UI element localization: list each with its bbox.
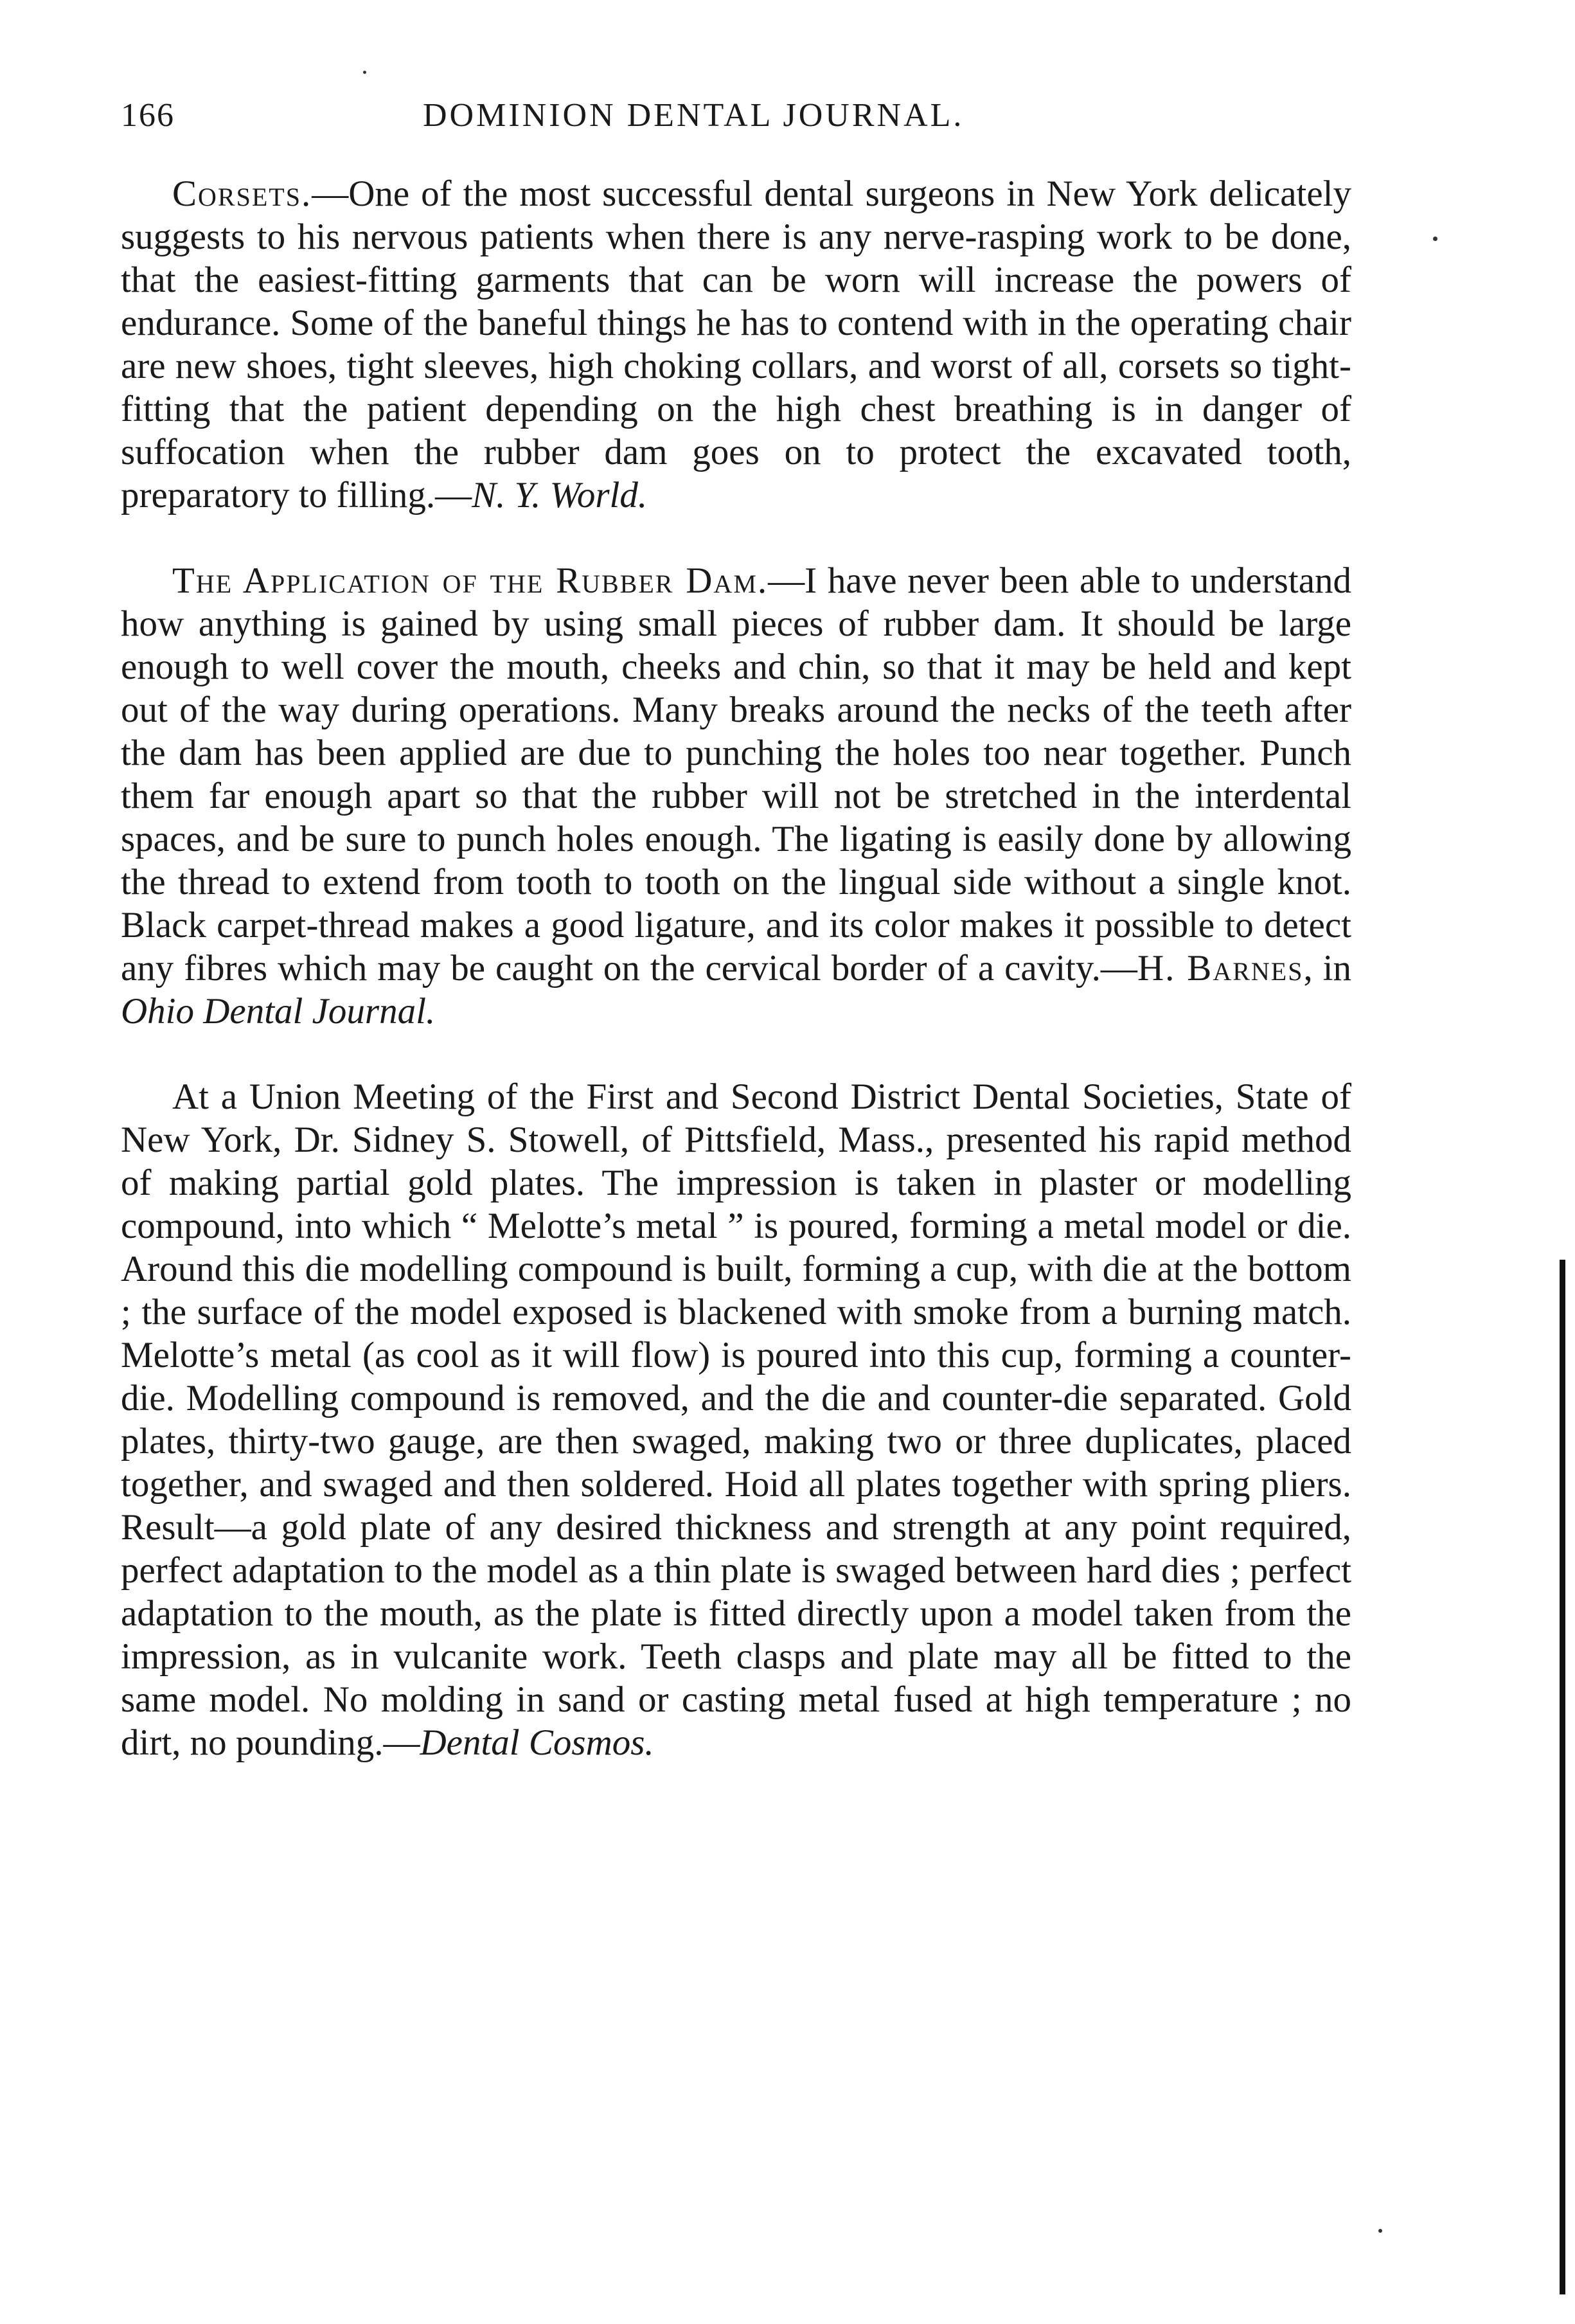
author-name: H. Barnes xyxy=(1137,948,1304,988)
article-heading: Corsets. xyxy=(172,174,312,214)
source-citation: Dental Cosmos. xyxy=(420,1722,654,1763)
page-number: 166 xyxy=(121,97,175,134)
scan-speck xyxy=(363,71,366,74)
article-corsets xyxy=(121,172,1351,517)
article-gold-plates xyxy=(121,1075,1351,1764)
source-citation: Ohio Dental Journal. xyxy=(121,991,436,1032)
article-rubber-dam xyxy=(121,559,1351,1033)
scan-speck xyxy=(1433,237,1437,241)
article-body xyxy=(121,172,1351,1764)
article-text: —I have never been able to understand how anything is gained by using small pieces of rubber dam. It should be large enough to well cover the mouth, cheeks and chin, so that it may be held and kept out of the way during operations. Many breaks around the necks of the teeth after the dam has been applied are due to punching the holes too near together. Punch them far enough apart so that the rubber will not be stretched in the interdental spaces, and be sure to punch holes enough. The ligating is easily done by allowing the thread to extend from tooth to tooth on the lingual side without a single knot. Black carpet-thread makes a good ligature, and its color makes it possible to detect any fibres which may be caught on the cervical border of a cavity.— xyxy=(121,560,1351,988)
scan-speck xyxy=(1378,2229,1382,2233)
running-head: DOMINION DENTAL JOURNAL. xyxy=(423,97,965,134)
article-text: —One of the most successful dental surgeons in New York delicately suggests to his nervous patients when there is any nerve-rasping work to be done, that the easiest-fitting garments that can be worn will increase the powers of endurance. Some of the baneful things he has to contend with in the operating chair are new shoes, tight sleeves, high choking collars, and worst of all, corsets so tight-fitting that the patient depending on the high chest breathing is in danger of suffocation when the rubber dam goes on to protect the excavated tooth, preparatory to filling.— xyxy=(121,174,1351,515)
citation-connector: , in xyxy=(1303,948,1351,988)
article-text: At a Union Meeting of the First and Second District Dental Societies, State of New York, Dr. Sidney S. Stowell, of Pittsfield, Mass., presented his rapid method of making partial gold plates. The impression is taken in plaster or modelling compound, into which “ Melotte’s metal ” is poured, forming a metal model or die. Around this die modelling compound is built, forming a cup, with die at the bottom ; the surface of the model exposed is blackened with smoke from a burning match. Melotte’s metal (as cool as it will flow) is poured into this cup, forming a counter-die. Modelling compound is removed, and the die and counter-die separated. Gold plates, thirty-two gauge, are then swaged, making two or three duplicates, placed together, and swaged and then soldered. Hoid all plates together with spring pliers. Result—a gold plate of any desired thickness and strength at any point required, perfect adaptation to the model as a thin plate is swaged between hard dies ; perfect adaptation to the mouth, as the plate is fitted directly upon a model taken from the impression, as in vulcanite work. Teeth clasps and plate may all be fitted to the same model. No molding in sand or casting metal fused at high temperature ; no dirt, no pounding.— xyxy=(121,1077,1351,1763)
article-heading: The Application of the Rubber Dam. xyxy=(172,560,769,601)
page-header xyxy=(121,96,1098,141)
source-citation: N. Y. World. xyxy=(472,475,648,515)
scan-edge-rule xyxy=(1560,1260,1565,2294)
